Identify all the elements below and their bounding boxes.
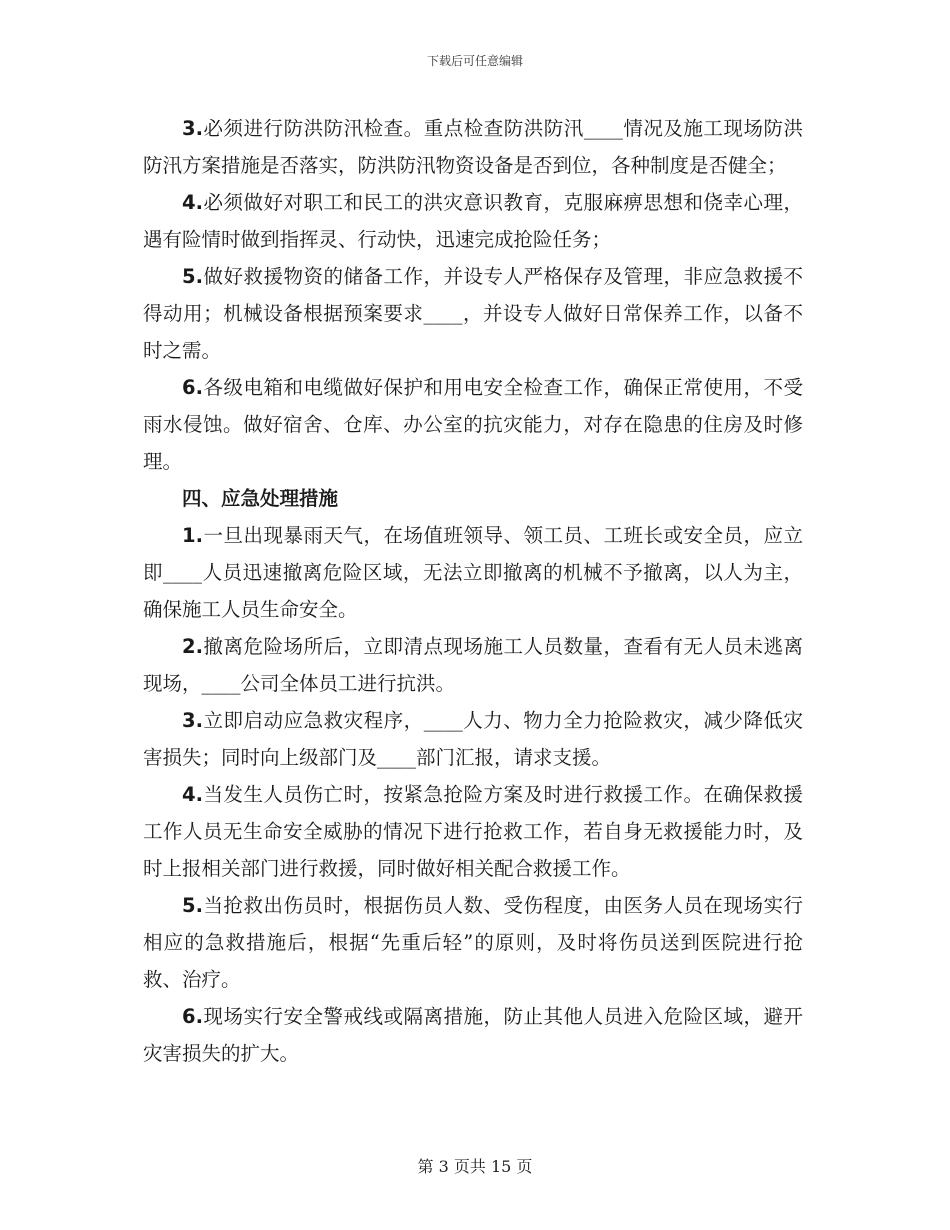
item-number: 3. [182,117,203,140]
item-number: 5. [182,894,203,917]
item-number: 4. [182,191,203,214]
paragraph-b-2 [143,628,803,702]
paragraph-a-3 [143,110,803,184]
paragraph-b-5 [143,887,803,998]
item-number: 4. [182,783,203,806]
paragraph-a-5 [143,258,803,369]
paragraph-b-1 [143,517,803,628]
item-number: 5. [182,265,203,288]
item-text: 立即启动应急救灾程序，____人力、物力全力抢险救灾，减少降低灾害损失；同时向上级部门及____部门汇报，请求支援。 [143,709,803,769]
item-text: 当发生人员伤亡时，按紧急抢险方案及时进行救援工作。在确保救援工作人员无生命安全威胁的情况下进行抢救工作，若自身无救援能力时，及时上报相关部门进行救援，同时做好相关配合救援工作。 [143,783,803,880]
section-title: 四、应急处理措施 [182,487,339,510]
item-text: 各级电箱和电缆做好保护和用电安全检查工作，确保正常使用，不受雨水侵蚀。做好宿舍、仓库、办公室的抗灾能力，对存在隐患的住房及时修理。 [143,376,803,473]
paragraph-a-6 [143,369,803,480]
item-number: 6. [182,376,203,399]
item-text: 做好救援物资的储备工作，并设专人严格保存及管理，非应急救援不得动用；机械设备根据预案要求____，并设专人做好日常保养工作，以备不时之需。 [143,265,803,362]
item-number: 3. [182,709,203,732]
paragraph-b-3 [143,702,803,776]
page-header: 下载后可任意编辑 [426,54,523,68]
paragraph-a-4 [143,184,803,258]
paragraph-b-6 [143,998,803,1072]
page-footer: 第 3 页共 15 页 [417,1157,533,1176]
document-body [143,110,803,1072]
paragraph-b-4 [143,776,803,887]
item-text: 撤离危险场所后，立即清点现场施工人员数量，查看有无人员未逃离现场，____公司全体员工进行抗洪。 [143,635,803,695]
item-text: 现场实行安全警戒线或隔离措施，防止其他人员进入危险区域，避开灾害损失的扩大。 [143,1005,803,1065]
item-number: 6. [182,1005,203,1028]
item-number: 1. [182,524,203,547]
item-text: 必须进行防洪防汛检查。重点检查防洪防汛____情况及施工现场防洪防汛方案措施是否落实，防洪防汛物资设备是否到位，各种制度是否健全； [143,117,803,177]
item-text: 当抢救出伤员时，根据伤员人数、受伤程度，由医务人员在现场实行相应的急救措施后，根据“先重后轻”的原则，及时将伤员送到医院进行抢救、治疗。 [143,894,803,991]
item-text: 一旦出现暴雨天气，在场值班领导、领工员、工班长或安全员，应立即____人员迅速撤离危险区域，无法立即撤离的机械不予撤离，以人为主，确保施工人员生命安全。 [143,524,803,621]
item-number: 2. [182,635,203,658]
item-text: 必须做好对职工和民工的洪灾意识教育，克服麻痹思想和侥幸心理，遇有险情时做到指挥灵、行动快，迅速完成抢险任务； [143,191,803,251]
